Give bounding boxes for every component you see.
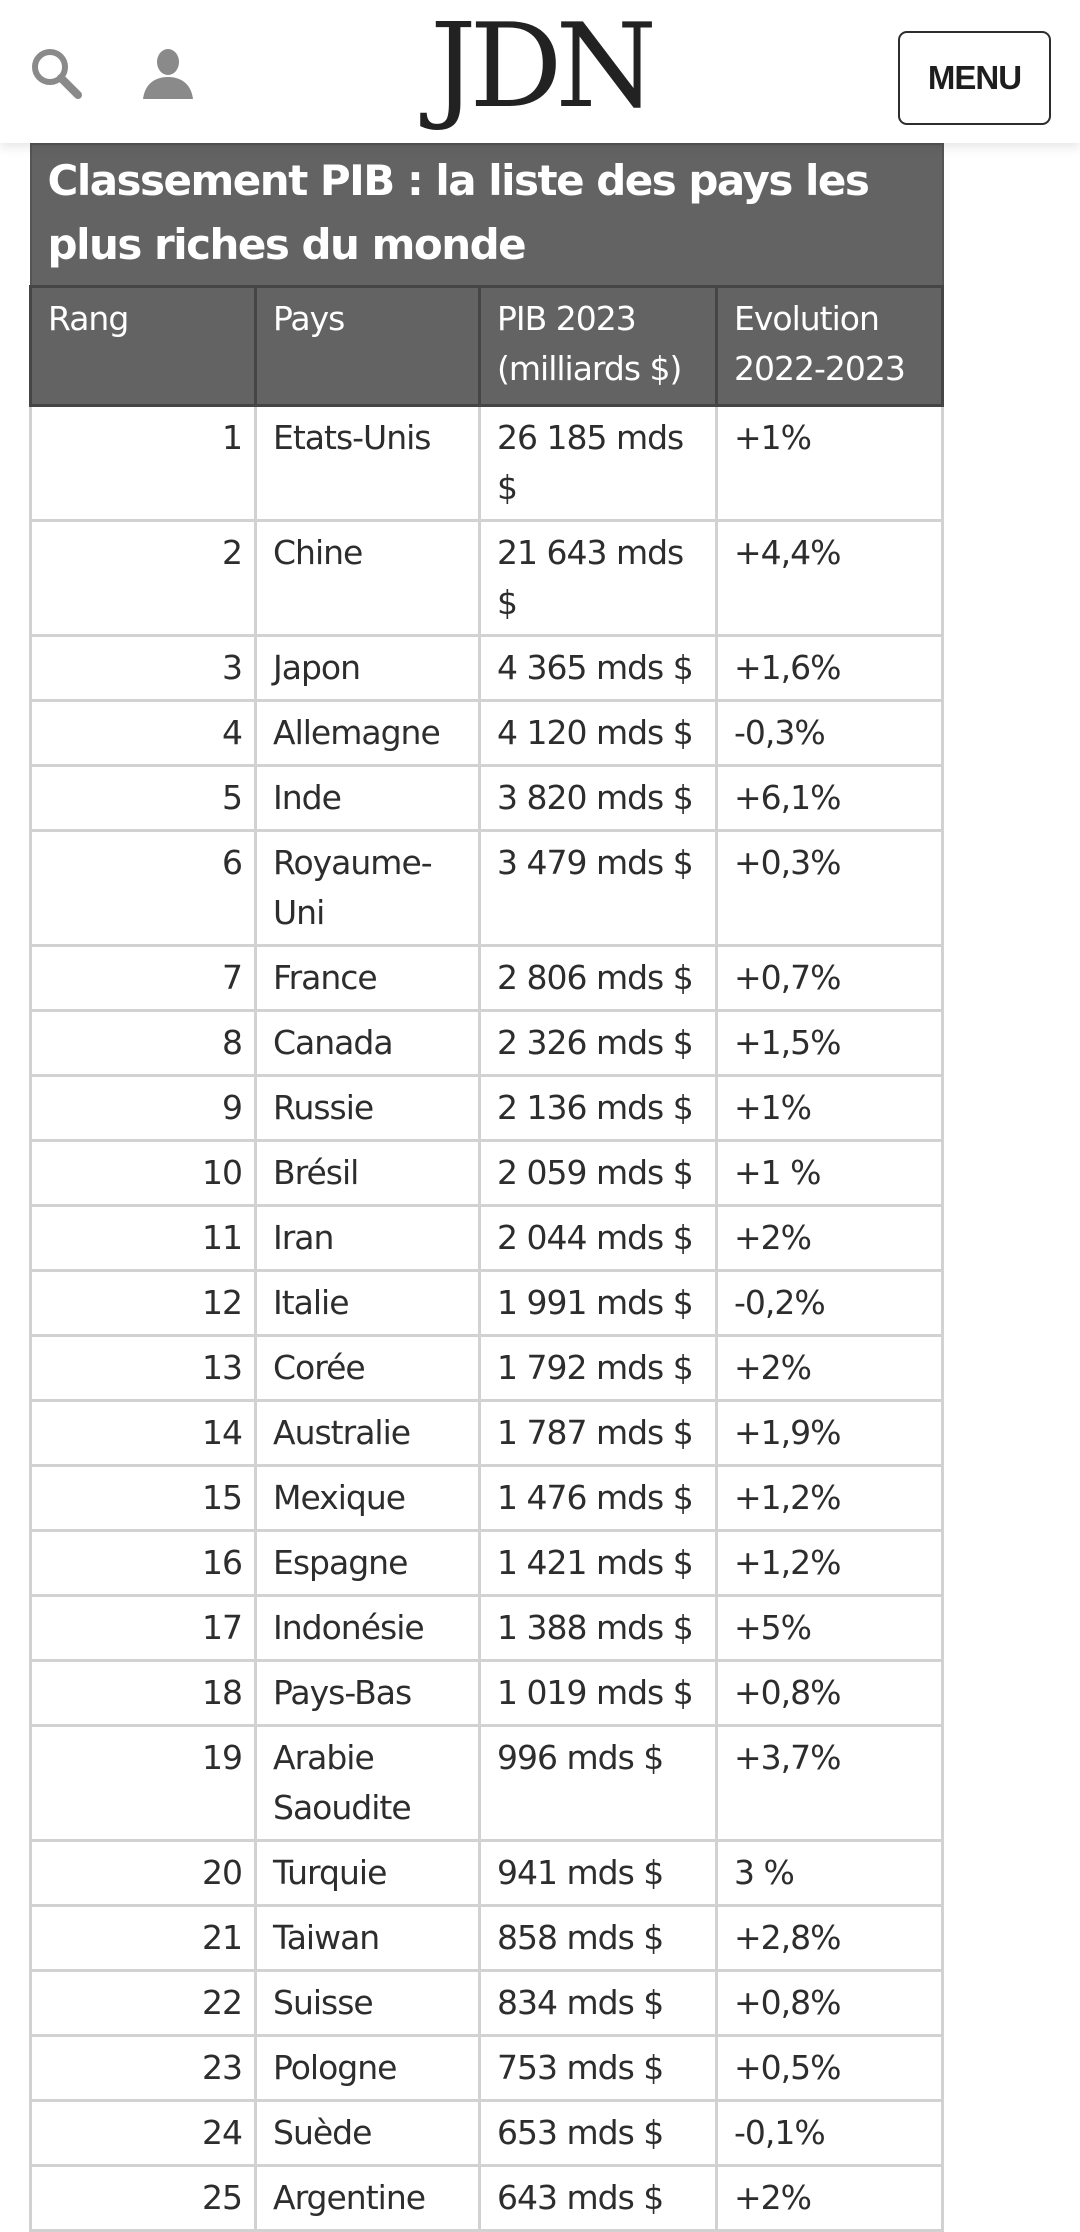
gdp-cell: 4 365 mds $ — [480, 636, 717, 701]
rank-cell: 5 — [31, 766, 256, 831]
country-cell: Turquie — [256, 1841, 480, 1906]
country-cell: Espagne — [256, 1531, 480, 1596]
table-row — [31, 1466, 943, 1531]
country-cell: France — [256, 946, 480, 1011]
gdp-cell: 3 820 mds $ — [480, 766, 717, 831]
country-cell: Canada — [256, 1011, 480, 1076]
table-row — [31, 946, 943, 1011]
table-row — [31, 1531, 943, 1596]
gdp-cell: 2 136 mds $ — [480, 1076, 717, 1141]
search-icon — [28, 45, 84, 101]
gdp-cell: 858 mds $ — [480, 1906, 717, 1971]
country-cell: Indonésie — [256, 1596, 480, 1661]
table-row — [31, 2166, 943, 2231]
country-cell: Taiwan — [256, 1906, 480, 1971]
evolution-cell: -0,2% — [717, 1271, 943, 1336]
table-row — [31, 1076, 943, 1141]
country-cell: Arabie Saoudite — [256, 1726, 480, 1841]
gdp-cell: 1 388 mds $ — [480, 1596, 717, 1661]
gdp-cell: 1 991 mds $ — [480, 1271, 717, 1336]
evolution-cell: +0,3% — [717, 831, 943, 946]
rank-cell: 6 — [31, 831, 256, 946]
table-row — [31, 1971, 943, 2036]
rank-cell: 4 — [31, 701, 256, 766]
column-header-rank: Rang — [31, 287, 256, 406]
gdp-cell: 653 mds $ — [480, 2101, 717, 2166]
evolution-cell: +1,6% — [717, 636, 943, 701]
country-cell: Suisse — [256, 1971, 480, 2036]
gdp-ranking-table — [29, 143, 944, 2232]
table-row — [31, 1206, 943, 1271]
table-row — [31, 1336, 943, 1401]
evolution-cell: -0,3% — [717, 701, 943, 766]
rank-cell: 3 — [31, 636, 256, 701]
column-header-evolution: Evolution 2022-2023 — [717, 287, 943, 406]
gdp-cell: 941 mds $ — [480, 1841, 717, 1906]
gdp-cell: 2 326 mds $ — [480, 1011, 717, 1076]
rank-cell: 14 — [31, 1401, 256, 1466]
rank-cell: 16 — [31, 1531, 256, 1596]
table-row — [31, 2036, 943, 2101]
evolution-cell: +0,8% — [717, 1661, 943, 1726]
evolution-cell: 3 % — [717, 1841, 943, 1906]
evolution-cell: +3,7% — [717, 1726, 943, 1841]
rank-cell: 25 — [31, 2166, 256, 2231]
evolution-cell: +1% — [717, 406, 943, 521]
gdp-cell: 4 120 mds $ — [480, 701, 717, 766]
evolution-cell: +2,8% — [717, 1906, 943, 1971]
country-cell: Suède — [256, 2101, 480, 2166]
rank-cell: 20 — [31, 1841, 256, 1906]
evolution-cell: +1% — [717, 1076, 943, 1141]
rank-cell: 1 — [31, 406, 256, 521]
gdp-cell: 834 mds $ — [480, 1971, 717, 2036]
rank-cell: 22 — [31, 1971, 256, 2036]
country-cell: Pologne — [256, 2036, 480, 2101]
country-cell: Argentine — [256, 2166, 480, 2231]
rank-cell: 15 — [31, 1466, 256, 1531]
gdp-cell: 1 019 mds $ — [480, 1661, 717, 1726]
evolution-cell: +0,7% — [717, 946, 943, 1011]
table-row — [31, 1401, 943, 1466]
gdp-cell: 2 806 mds $ — [480, 946, 717, 1011]
gdp-cell: 2 059 mds $ — [480, 1141, 717, 1206]
evolution-cell: +6,1% — [717, 766, 943, 831]
evolution-cell: +4,4% — [717, 521, 943, 636]
country-cell: Iran — [256, 1206, 480, 1271]
evolution-cell: +2% — [717, 2166, 943, 2231]
table-row — [31, 1841, 943, 1906]
table-row — [31, 701, 943, 766]
table-row — [31, 636, 943, 701]
evolution-cell: +1,2% — [717, 1466, 943, 1531]
table-header-row — [31, 287, 943, 406]
gdp-cell: 3 479 mds $ — [480, 831, 717, 946]
country-cell: Inde — [256, 766, 480, 831]
rank-cell: 19 — [31, 1726, 256, 1841]
rank-cell: 2 — [31, 521, 256, 636]
country-cell: Brésil — [256, 1141, 480, 1206]
gdp-cell: 2 044 mds $ — [480, 1206, 717, 1271]
gdp-cell: 1 476 mds $ — [480, 1466, 717, 1531]
evolution-cell: -0,1% — [717, 2101, 943, 2166]
menu-button[interactable]: MENU — [898, 31, 1051, 125]
gdp-cell: 1 421 mds $ — [480, 1531, 717, 1596]
evolution-cell: +1 % — [717, 1141, 943, 1206]
rank-cell: 13 — [31, 1336, 256, 1401]
evolution-cell: +1,2% — [717, 1531, 943, 1596]
gdp-cell: 1 792 mds $ — [480, 1336, 717, 1401]
jdn-logo[interactable]: JDN — [429, 0, 650, 134]
country-cell: Italie — [256, 1271, 480, 1336]
country-cell: Corée — [256, 1336, 480, 1401]
table-row — [31, 1271, 943, 1336]
table-row — [31, 1596, 943, 1661]
table-row — [31, 831, 943, 946]
table-row — [31, 1661, 943, 1726]
table-body — [31, 406, 943, 2231]
gdp-cell: 753 mds $ — [480, 2036, 717, 2101]
column-header-gdp: PIB 2023 (milliards $) — [480, 287, 717, 406]
country-cell: Mexique — [256, 1466, 480, 1531]
country-cell: Pays-Bas — [256, 1661, 480, 1726]
country-cell: Japon — [256, 636, 480, 701]
country-cell: Chine — [256, 521, 480, 636]
table-row — [31, 1141, 943, 1206]
gdp-cell: 1 787 mds $ — [480, 1401, 717, 1466]
country-cell: Russie — [256, 1076, 480, 1141]
evolution-cell: +2% — [717, 1336, 943, 1401]
country-cell: Australie — [256, 1401, 480, 1466]
table-row — [31, 521, 943, 636]
table-row — [31, 1726, 943, 1841]
rank-cell: 17 — [31, 1596, 256, 1661]
rank-cell: 23 — [31, 2036, 256, 2101]
gdp-cell: 643 mds $ — [480, 2166, 717, 2231]
rank-cell: 7 — [31, 946, 256, 1011]
country-cell: Allemagne — [256, 701, 480, 766]
evolution-cell: +1,9% — [717, 1401, 943, 1466]
country-cell: Etats-Unis — [256, 406, 480, 521]
rank-cell: 8 — [31, 1011, 256, 1076]
rank-cell: 9 — [31, 1076, 256, 1141]
rank-cell: 11 — [31, 1206, 256, 1271]
table-row — [31, 1906, 943, 1971]
user-account-button[interactable] — [140, 45, 196, 101]
evolution-cell: +5% — [717, 1596, 943, 1661]
rank-cell: 21 — [31, 1906, 256, 1971]
rank-cell: 12 — [31, 1271, 256, 1336]
country-cell: Royaume-Uni — [256, 831, 480, 946]
rank-cell: 10 — [31, 1141, 256, 1206]
table-row — [31, 766, 943, 831]
site-header — [0, 0, 1080, 143]
table-row — [31, 1011, 943, 1076]
rank-cell: 18 — [31, 1661, 256, 1726]
evolution-cell: +2% — [717, 1206, 943, 1271]
search-button[interactable] — [28, 45, 84, 101]
gdp-cell: 996 mds $ — [480, 1726, 717, 1841]
column-header-country: Pays — [256, 287, 480, 406]
evolution-cell: +0,5% — [717, 2036, 943, 2101]
gdp-cell: 26 185 mds $ — [480, 406, 717, 521]
user-icon — [140, 45, 196, 101]
evolution-cell: +0,8% — [717, 1971, 943, 2036]
table-row — [31, 2101, 943, 2166]
table-row — [31, 406, 943, 521]
table-title: Classement PIB : la liste des pays les plus riches du monde — [31, 144, 943, 287]
evolution-cell: +1,5% — [717, 1011, 943, 1076]
gdp-cell: 21 643 mds $ — [480, 521, 717, 636]
rank-cell: 24 — [31, 2101, 256, 2166]
